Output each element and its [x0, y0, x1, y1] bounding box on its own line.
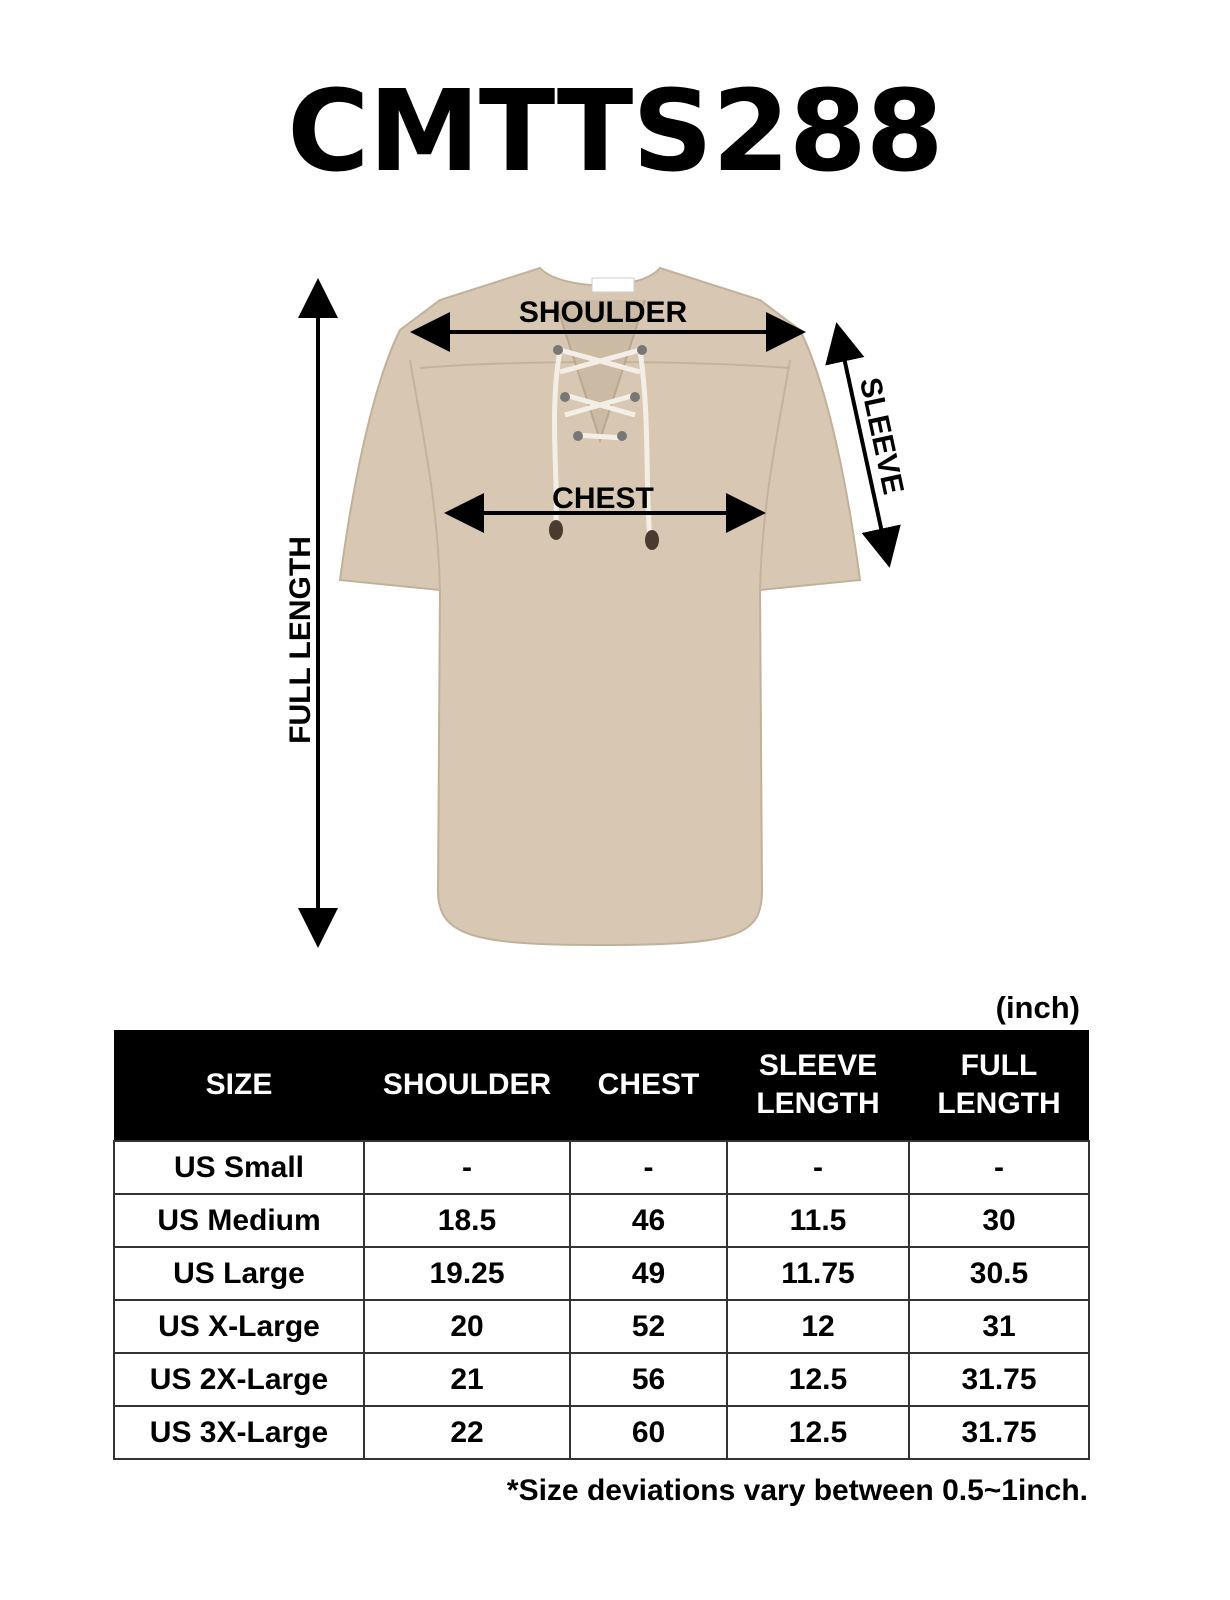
table-row — [114, 1141, 1089, 1194]
unit-label: (inch) — [995, 990, 1080, 1025]
table-cell: - — [727, 1141, 909, 1194]
table-cell: 31 — [909, 1300, 1089, 1353]
sleeve-label: SLEEVE — [852, 374, 910, 498]
header-size: SIZE — [114, 1030, 364, 1141]
table-cell: - — [909, 1141, 1089, 1194]
shoulder-label: SHOULDER — [518, 296, 688, 329]
table-cell: 11.5 — [727, 1194, 909, 1247]
table-cell: 46 — [570, 1194, 727, 1247]
neck-tag — [592, 278, 634, 292]
table-cell: 49 — [570, 1247, 727, 1300]
size-deviation-note: *Size deviations vary between 0.5~1inch. — [506, 1474, 1088, 1507]
table-cell: 12.5 — [727, 1406, 909, 1459]
table-cell: 20 — [364, 1300, 570, 1353]
full-length-label: FULL LENGTH — [284, 536, 317, 744]
table-row — [114, 1247, 1089, 1300]
table-row — [114, 1353, 1089, 1406]
size-table — [113, 1030, 1090, 1460]
table-row — [114, 1194, 1089, 1247]
table-cell: US 3X-Large — [114, 1406, 364, 1459]
table-cell: 30 — [909, 1194, 1089, 1247]
table-cell: 12 — [727, 1300, 909, 1353]
page-title: CMTTS288 — [287, 67, 943, 197]
header-full-length: FULL LENGTH — [909, 1030, 1089, 1141]
shirt-illustration — [340, 268, 860, 945]
table-cell: 60 — [570, 1406, 727, 1459]
table-cell: 18.5 — [364, 1194, 570, 1247]
header-chest: CHEST — [570, 1030, 727, 1141]
table-row — [114, 1406, 1089, 1459]
table-cell: US Medium — [114, 1194, 364, 1247]
table-cell: 11.75 — [727, 1247, 909, 1300]
chest-label: CHEST — [552, 482, 654, 515]
table-cell: 52 — [570, 1300, 727, 1353]
table-cell: 56 — [570, 1353, 727, 1406]
header-shoulder: SHOULDER — [364, 1030, 570, 1141]
table-cell: 12.5 — [727, 1353, 909, 1406]
table-cell: US X-Large — [114, 1300, 364, 1353]
table-cell: US Small — [114, 1141, 364, 1194]
table-cell: 31.75 — [909, 1353, 1089, 1406]
table-cell: US Large — [114, 1247, 364, 1300]
table-cell: 22 — [364, 1406, 570, 1459]
table-row — [114, 1300, 1089, 1353]
table-cell: US 2X-Large — [114, 1353, 364, 1406]
table-cell: - — [364, 1141, 570, 1194]
table-cell: 19.25 — [364, 1247, 570, 1300]
header-sleeve-length: SLEEVE LENGTH — [727, 1030, 909, 1141]
table-cell: 31.75 — [909, 1406, 1089, 1459]
table-cell: 30.5 — [909, 1247, 1089, 1300]
table-cell: 21 — [364, 1353, 570, 1406]
table-header-row — [114, 1030, 1089, 1141]
table-cell: - — [570, 1141, 727, 1194]
